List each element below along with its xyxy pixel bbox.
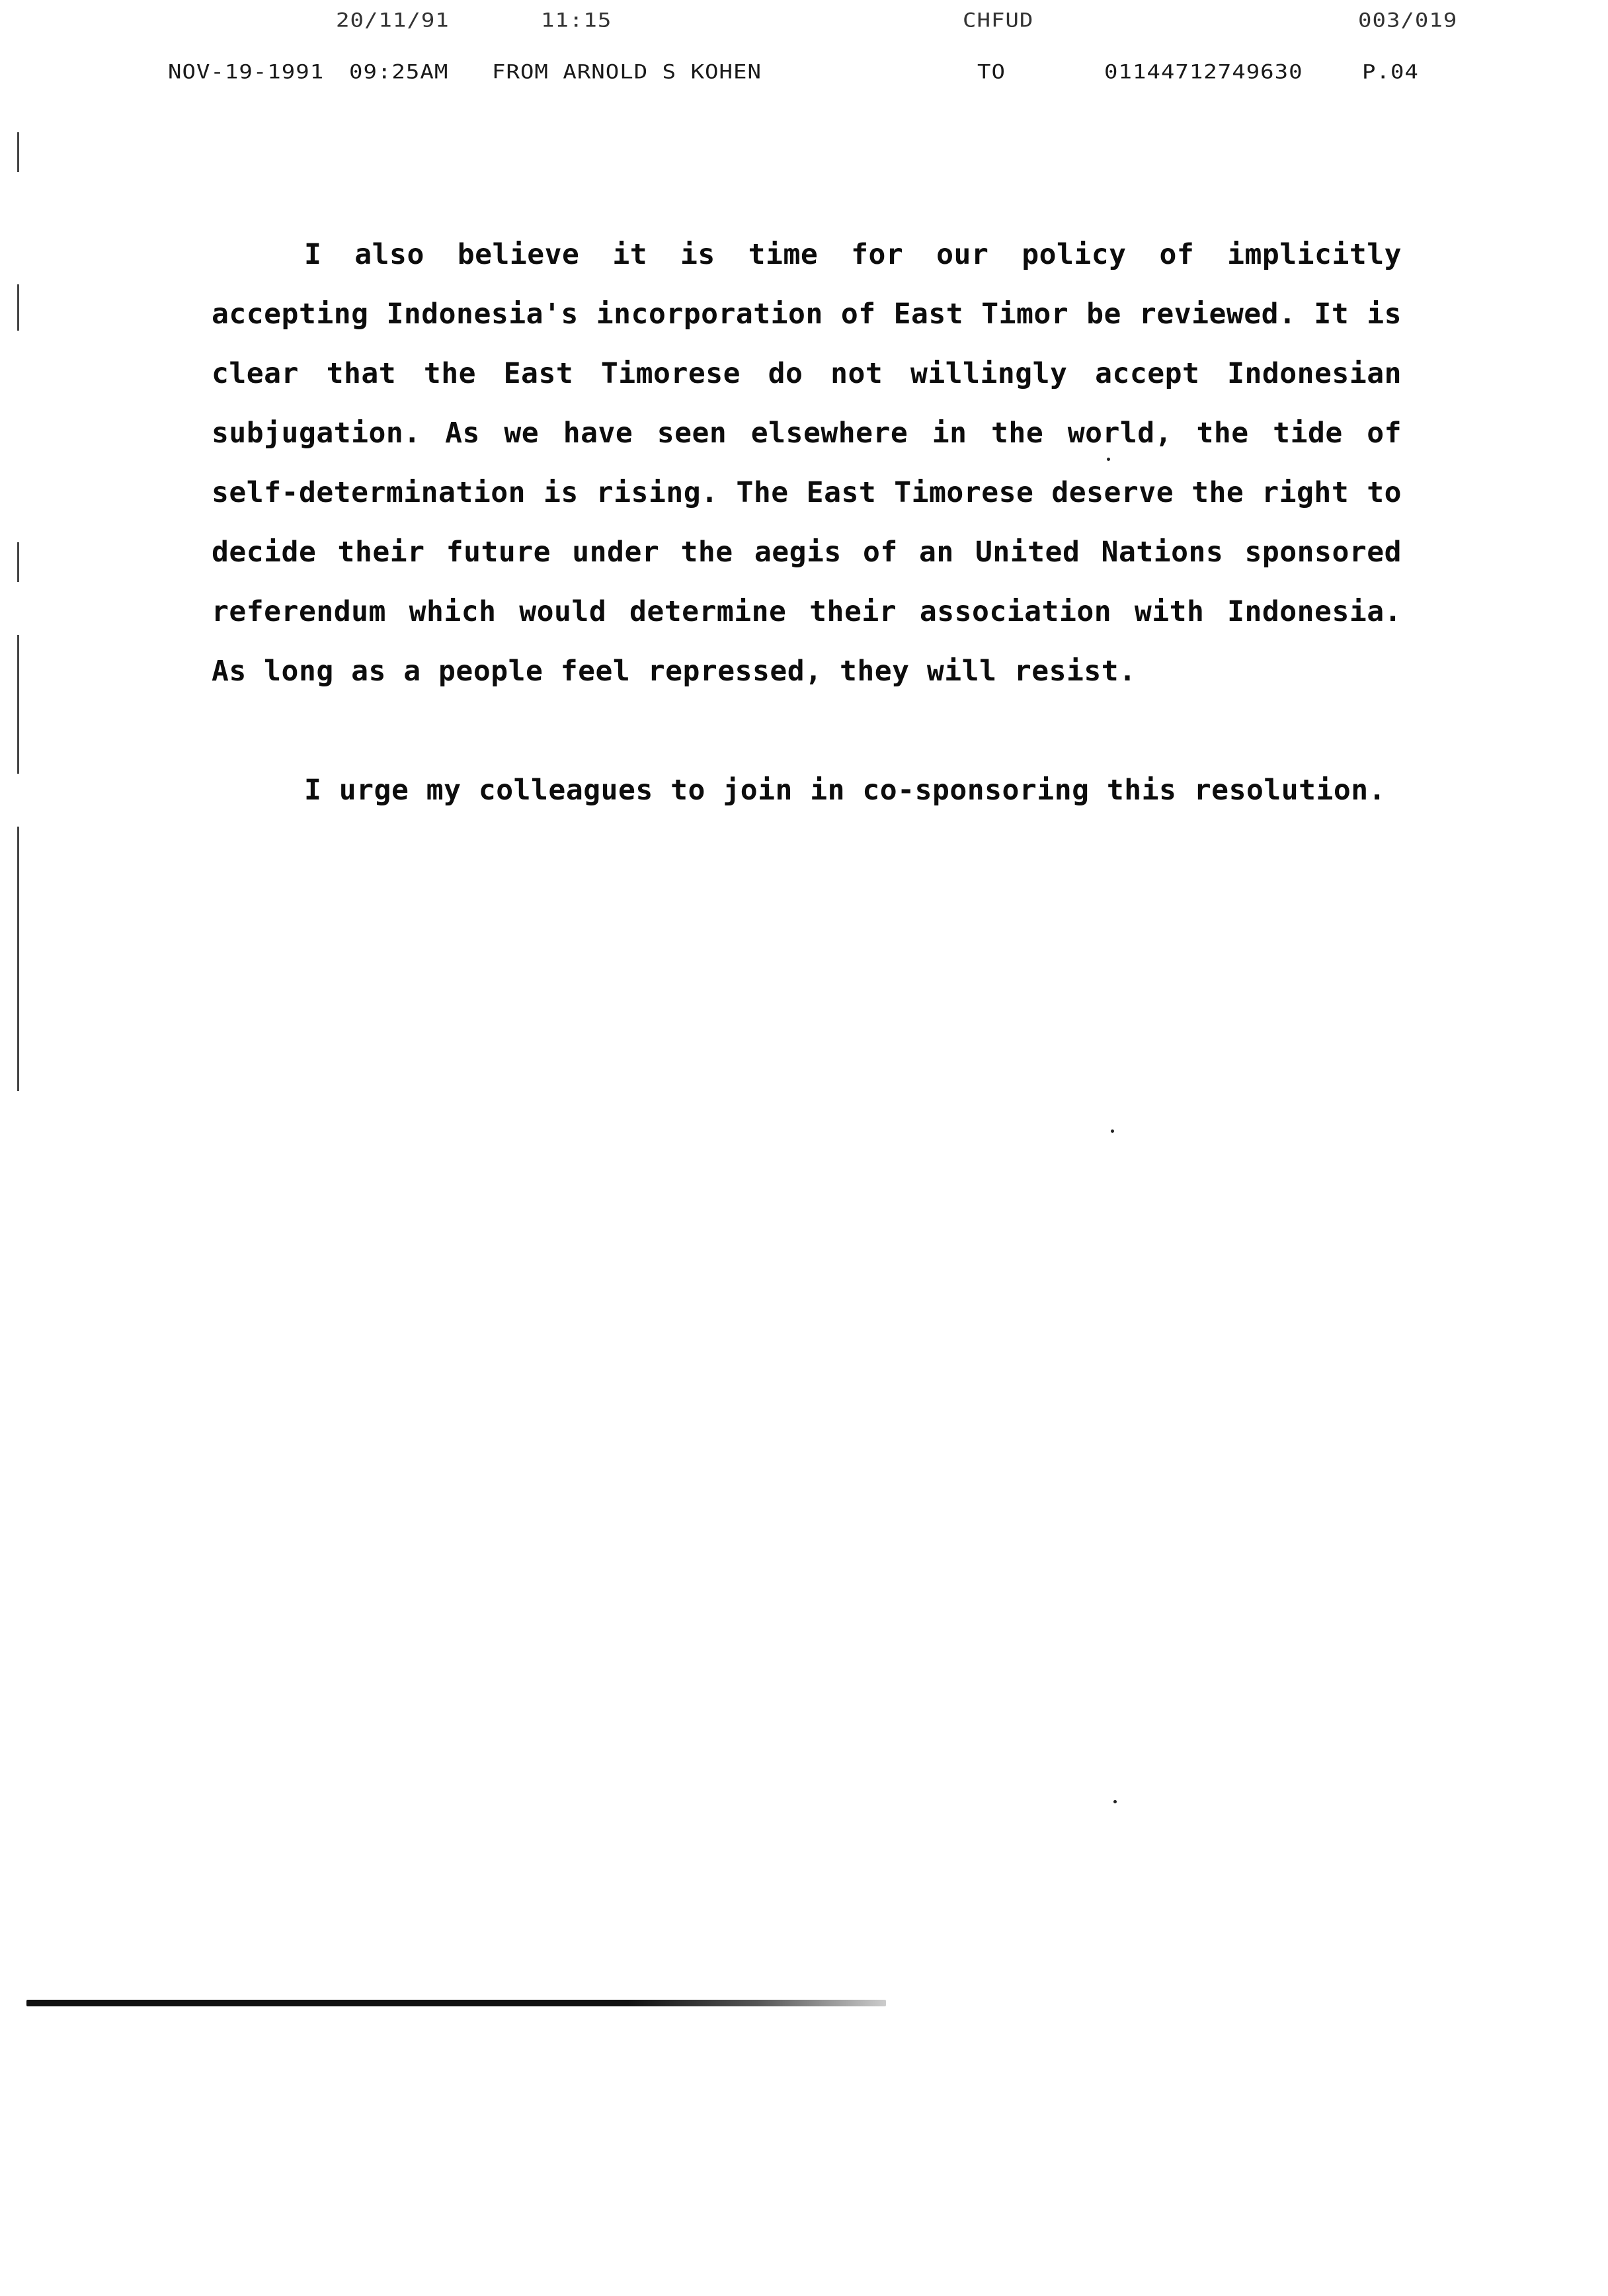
- fax-to-number: 01144712749630: [1104, 61, 1303, 83]
- scan-edge-mark: [17, 542, 19, 582]
- page-bottom-rule: [26, 2000, 886, 2006]
- fax-sender: FROM ARNOLD S KOHEN: [492, 61, 762, 83]
- fax-sent-time: 09:25AM: [349, 61, 449, 83]
- fax-to-label: TO: [977, 61, 1006, 83]
- fax-sent-date: NOV-19-1991: [168, 61, 325, 83]
- fax-top-time: 11:15: [541, 9, 612, 32]
- scan-speck: [1111, 1129, 1114, 1133]
- fax-page-number: P.04: [1362, 61, 1419, 83]
- scan-speck: [1107, 458, 1110, 461]
- scan-edge-mark: [17, 284, 19, 331]
- fax-top-date: 20/11/91: [336, 9, 450, 32]
- scan-edge-mark: [17, 827, 19, 1091]
- fax-top-station: CHFUD: [963, 9, 1034, 32]
- document-body: [212, 225, 1402, 820]
- body-paragraph-2: I urge my colleagues to join in co-sponsoring this resolution.: [304, 774, 1387, 807]
- scan-speck: [1113, 1800, 1117, 1803]
- scan-edge-mark: [17, 635, 19, 774]
- fax-top-page-count: 003/019: [1358, 9, 1458, 32]
- body-paragraph-1: I also believe it is time for our policy of implicitly accepting Indonesia's incorporation of East Timor be reviewed. It is clear that the East Timorese do not willingly accept Indonesian subjugation. As we have seen elsewhere in the world, the tide of self-determination is rising. The East Timorese deserve the right to decide their future under the aegis of an United Nations sponsored referendum which would determine their association with Indonesia. As long as a people feel repressed, they will resist.: [212, 238, 1402, 688]
- scan-edge-mark: [17, 132, 19, 172]
